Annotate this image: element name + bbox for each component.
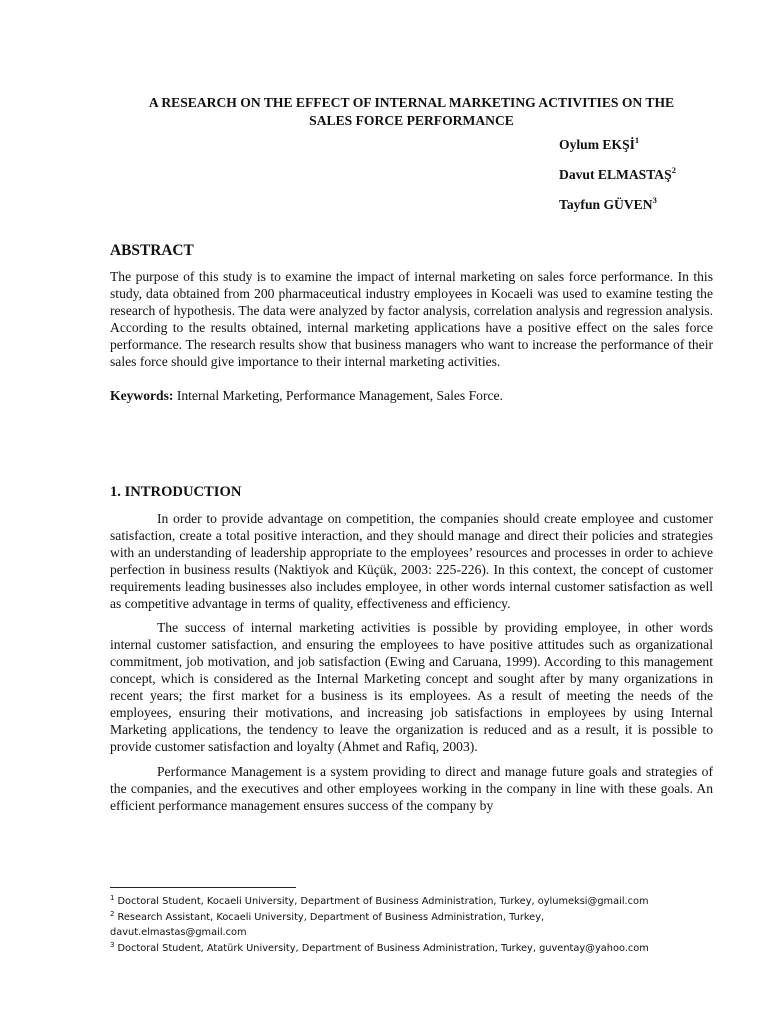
author-name: Oylum EKŞİ	[559, 137, 635, 152]
intro-paragraph-1: In order to provide advantage on competition, the companies should create employee and customer satisfaction, create a total positive interaction, and they should manage and direct their policies and strategies with an understanding of leadership appropriate to the employees’ resources and processes in order to achieve perfection in business results (Naktiyok and Küçük, 2003: 225-226). In this context, the concept of customer requirements leading businesses also includes employee, in other words internal customer satisfaction as well as competitive advantage in terms of quality, effectiveness and efficiency.	[110, 511, 713, 611]
abstract-heading: ABSTRACT	[110, 242, 194, 259]
author-footnote-mark: 1	[634, 135, 640, 145]
abstract-text: The purpose of this study is to examine the impact of internal marketing on sales force performance. In this study, data obtained from 200 pharmaceutical industry employees in Kocaeli was used to examine testing the research of hypothesis. The data were analyzed by factor analysis, correlation analysis and regression analysis. According to the results obtained, internal marketing applications have a positive effect on the sales force performance. The research results show that business managers who want to increase the performance of their sales force should give importance to their internal marketing activities.	[110, 269, 713, 369]
footnote-text: davut.elmastas@gmail.com	[110, 927, 247, 938]
footnote-2	[110, 910, 710, 926]
introduction-heading: 1. INTRODUCTION	[110, 484, 242, 500]
keywords-text: Internal Marketing, Performance Management, Sales Force.	[173, 388, 503, 403]
author-footnote-mark: 2	[671, 165, 676, 175]
author-name: Tayfun GÜVEN	[559, 197, 653, 212]
keywords	[110, 387, 713, 404]
author-name: Davut ELMASTAŞ	[559, 167, 672, 182]
author-2	[559, 166, 713, 184]
paper-page	[110, 94, 713, 822]
footnote-text: Doctoral Student, Kocaeli University, Department of Business Administration, Turkey, oylumeksi@gmail.com	[117, 896, 649, 907]
author-3	[559, 196, 713, 214]
intro-paragraph-2: The success of internal marketing activities is possible by providing employee, in other words internal customer satisfaction, and ensuring the employees to have positive attitudes such as organizational commitment, job motivation, and job satisfaction (Ewing and Caruana, 1999). According to this management concept, which is considered as the Internal Marketing concept and sought after by many organizations in recent years; the first market for a business is its employees. As a result of meeting the needs of the employees, ensuring their motivations, and increasing job satisfactions in employees by using Internal Marketing applications, the tendency to leave the organization is reduced and as a result, it is possible to provide customer satisfaction and loyalty (Ahmet and Rafiq, 2003).	[110, 620, 713, 754]
footnote-mark: 3	[110, 940, 115, 949]
footnotes	[110, 894, 710, 956]
footnote-divider	[110, 887, 296, 888]
author-1	[559, 136, 713, 154]
author-list	[559, 136, 713, 214]
footnote-text: Doctoral Student, Atatürk University, Department of Business Administration, Turkey, guventay@yahoo.com	[117, 942, 649, 954]
keywords-label: Keywords:	[110, 388, 174, 403]
paper-title	[110, 94, 713, 130]
footnote-mark: 1	[110, 894, 115, 902]
title-line-2: SALES FORCE PERFORMANCE	[309, 113, 514, 128]
footnote-1	[110, 894, 710, 910]
intro-paragraph-3: Performance Management is a system providing to direct and manage future goals and strategies of the companies, and the executives and other employees working in the company in line with these goals. An efficient performance management ensures success of the company by	[110, 763, 713, 813]
footnote-3	[110, 941, 710, 957]
footnote-mark: 2	[110, 909, 115, 918]
title-line-1: A RESEARCH ON THE EFFECT OF INTERNAL MARKETING ACTIVITIES ON THE	[148, 95, 675, 110]
footnote-2-continued	[110, 925, 710, 941]
author-footnote-mark: 3	[652, 195, 657, 205]
footnote-text: Research Assistant, Kocaeli University, Department of Business Administration, Turkey,	[117, 911, 545, 923]
